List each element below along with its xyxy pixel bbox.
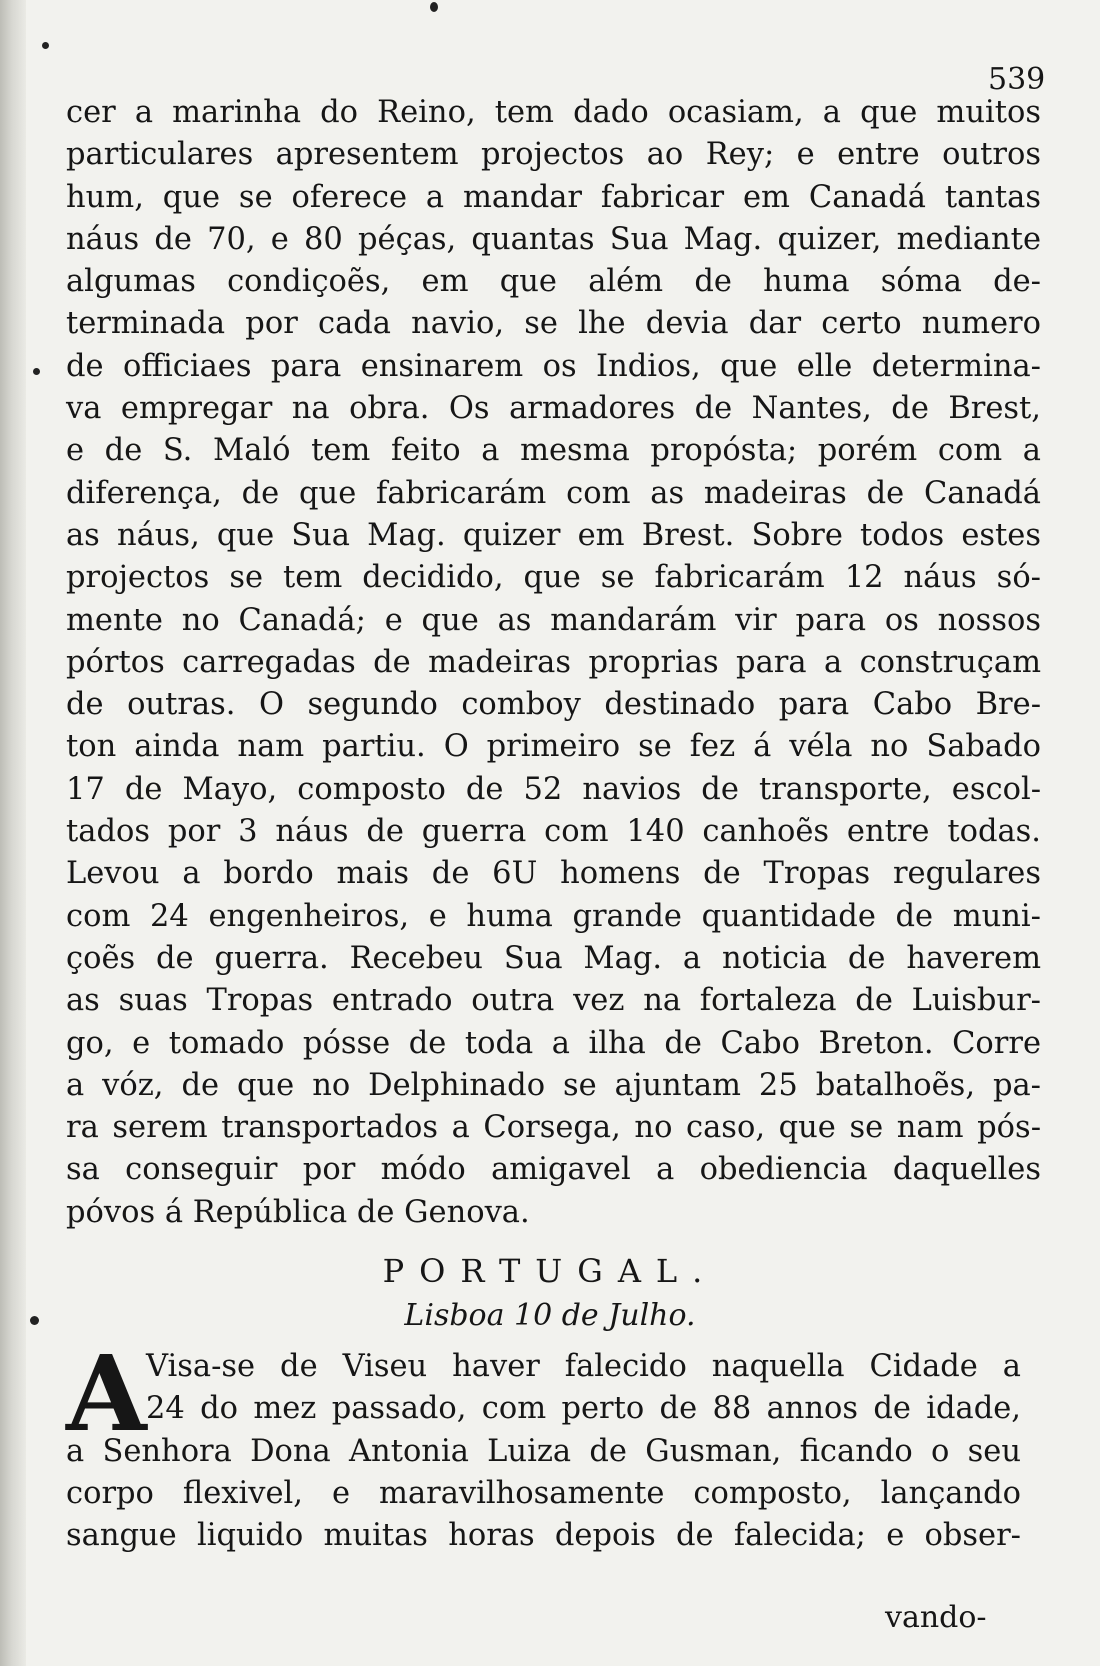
text-line: go, e tomado pósse de toda a ilha de Cabo Breton. Corre: [66, 1025, 1041, 1061]
text-line: Levou a bordo mais de 6U homens de Tropas regulares: [66, 856, 1041, 892]
drop-cap: A: [66, 1332, 147, 1455]
text-line: de outras. O segundo comboy destinado para Cabo Bre-: [66, 687, 1041, 723]
text-line: çoẽs de guerra. Recebeu Sua Mag. a noticia de haverem: [66, 940, 1041, 976]
text-line: cer a marinha do Reino, tem dado ocasiam, a que muitos: [66, 95, 1041, 130]
text-line: terminada por cada navio, se lhe devia dar certo numero: [66, 306, 1041, 342]
news-item: [66, 1332, 1021, 1557]
text-line: 17 de Mayo, composto de 52 navios de transporte, escol-: [66, 771, 1041, 807]
page-number: 539: [988, 62, 1046, 97]
text-line: com 24 engenheiros, e huma grande quantidade de muni-: [66, 898, 1041, 934]
text-line: a vóz, de que no Delphinado se ajuntam 25 batalhoẽs, pa-: [66, 1067, 1041, 1103]
article-paragraph: [66, 92, 1041, 1234]
text-line: ton ainda nam partiu. O primeiro se fez á véla no Sabado: [66, 729, 1041, 765]
text-line: corpo flexivel, e maravilhosamente composto, lançando: [66, 1475, 1021, 1511]
page-binding-edge: [0, 0, 26, 1666]
text-line: algumas condiçoẽs, em que além de huma sóma de-: [66, 264, 1041, 300]
dateline: Lisboa 10 de Julho.: [404, 1298, 696, 1333]
ink-speck: [42, 42, 49, 49]
text-line: as suas Tropas entrado outra vez na fortaleza de Luisbur-: [66, 983, 1041, 1019]
text-line: e de S. Maló tem feito a mesma propósta; porém com a: [66, 433, 1041, 469]
ink-speck: [430, 2, 438, 12]
text-line: tados por 3 náus de guerra com 140 canhoẽs entre todas.: [66, 814, 1041, 850]
text-line: va empregar na obra. Os armadores de Nantes, de Brest,: [66, 391, 1041, 427]
text-line: de officiaes para ensinarem os Indios, que elle determina-: [66, 348, 1041, 384]
text-line: 24 do mez passado, com perto de 88 annos de idade,: [146, 1391, 1021, 1427]
text-line: particulares apresentem projectos ao Rey; e entre outros: [66, 137, 1041, 173]
text-line: as náus, que Sua Mag. quizer em Brest. Sobre todos estes: [66, 517, 1041, 553]
section-heading: PORTUGAL.: [382, 1252, 718, 1290]
text-line: sa conseguir por módo amigavel a obediencia daquelles: [66, 1152, 1041, 1188]
text-line: sangue liquido muitas horas depois de falecida; e obser-: [66, 1518, 1021, 1554]
text-line: pórtos carregadas de madeiras proprias para a construçam: [66, 644, 1041, 680]
text-line: póvos á República de Genova.: [66, 1194, 530, 1230]
catchword: vando-: [885, 1600, 987, 1635]
text-line: projectos se tem decidido, que se fabricarám 12 náus só-: [66, 560, 1041, 596]
ink-speck: [33, 368, 40, 375]
text-line: hum, que se oferece a mandar fabricar em Canadá tantas: [66, 179, 1041, 215]
text-line: diferença, de que fabricarám com as madeiras de Canadá: [66, 475, 1041, 511]
text-line: náus de 70, e 80 péças, quantas Sua Mag. quizer, mediante: [66, 221, 1041, 257]
text-line: ra serem transportados a Corsega, no caso, que se nam pós-: [66, 1110, 1041, 1146]
text-line: Visa-se de Viseu haver falecido naquella Cidade a: [146, 1349, 1021, 1384]
text-line: mente no Canadá; e que as mandarám vir para os nossos: [66, 602, 1041, 638]
text-line: a Senhora Dona Antonia Luiza de Gusman, ficando o seu: [66, 1433, 1021, 1469]
